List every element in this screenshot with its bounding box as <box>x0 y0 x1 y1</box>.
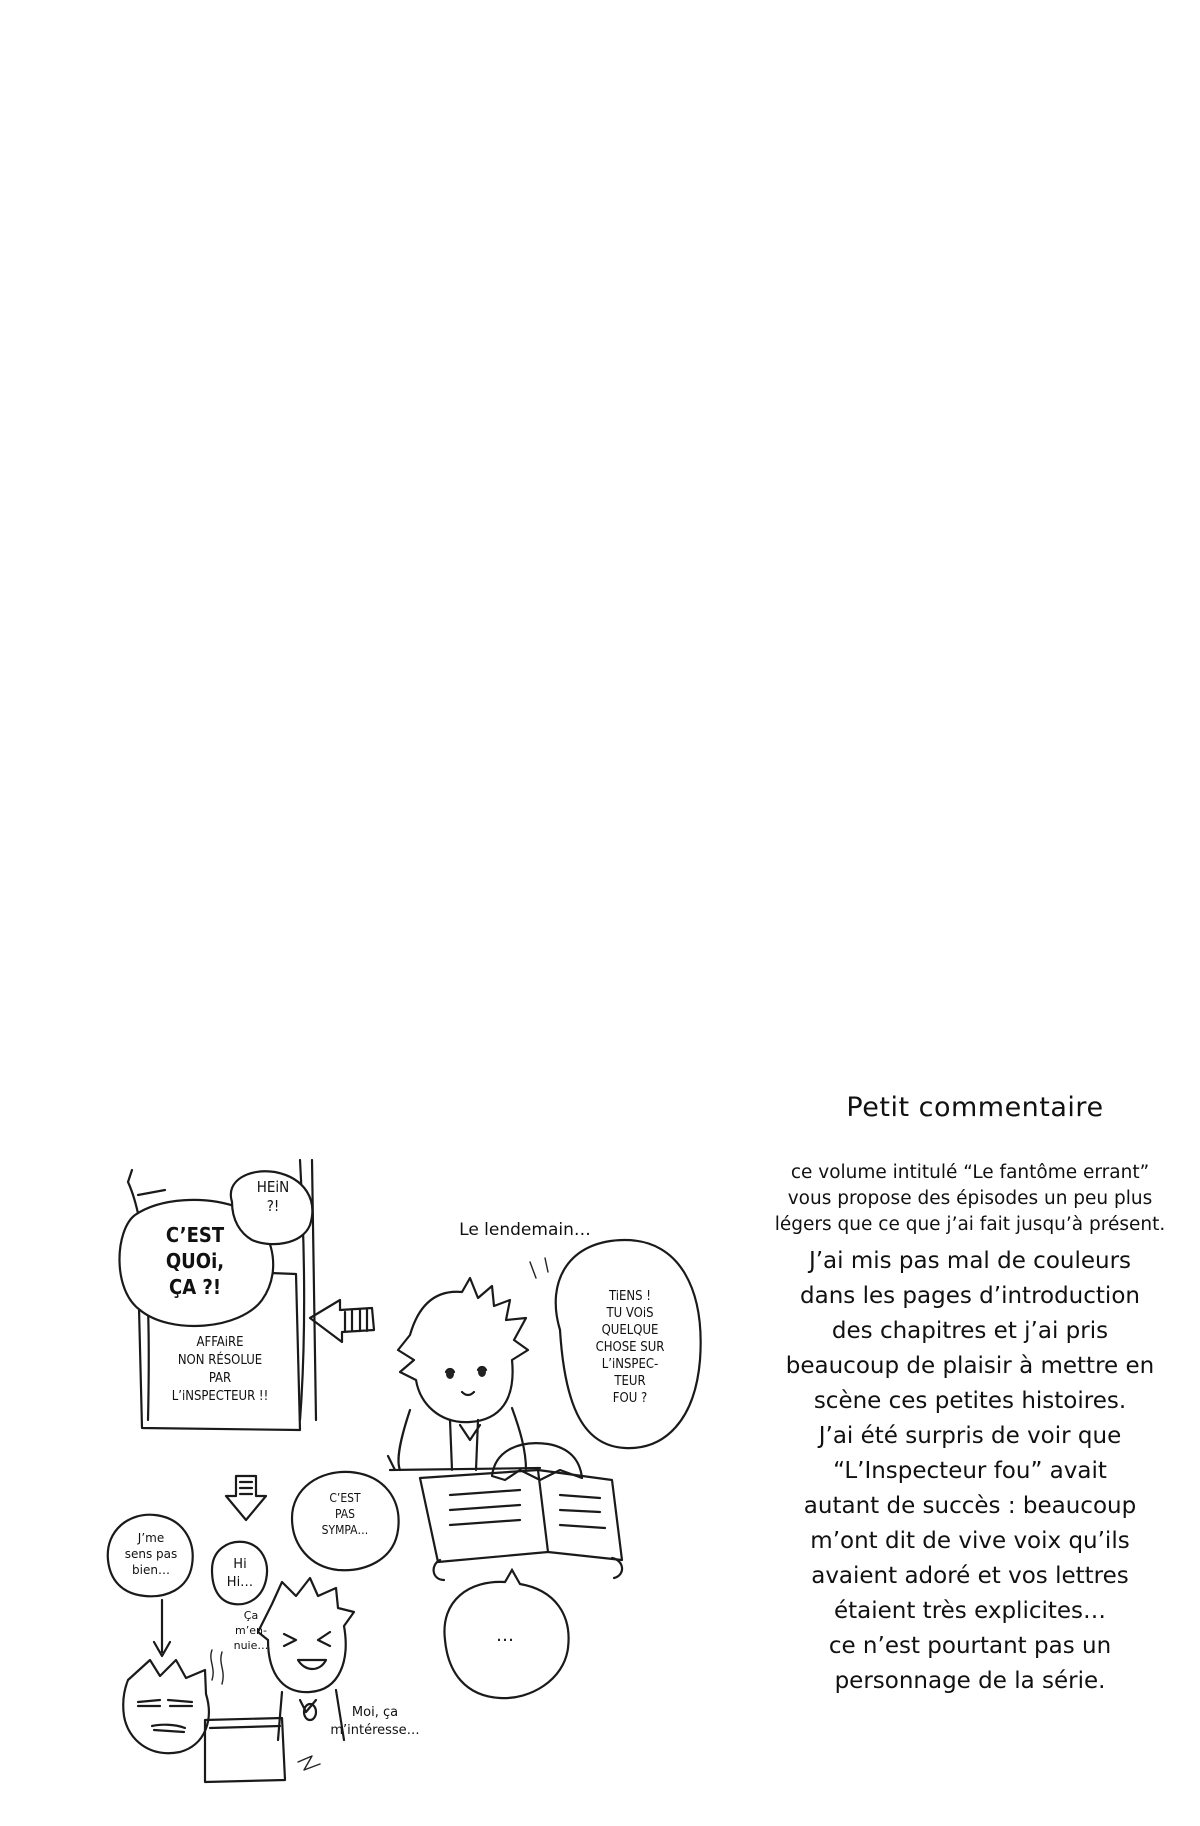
bubble-hein-text: HEiN ?! <box>256 1178 290 1215</box>
sick-boy-head <box>123 1660 209 1753</box>
arrow-left-icon <box>310 1300 374 1342</box>
comment-line: des chapitres et j’ai pris <box>831 1318 1109 1344</box>
comment-line: beaucoup de plaisir à mettre en <box>785 1353 1155 1379</box>
comment-line: m’ont dit de vive voix qu’ils <box>810 1528 1130 1554</box>
bubble-pas-sympa-text: C’EST PAS SYMPA… <box>321 1491 369 1537</box>
sweat-marks <box>530 1258 548 1278</box>
comment-line: ce n’est pourtant pas un <box>828 1633 1112 1659</box>
bubble-tiens-text: TiENS ! TU VOiS QUELQUE CHOSE SUR L’iNSPEC- TEUR FOU ? <box>595 1289 665 1406</box>
comment-body <box>735 1160 1200 1699</box>
comment-title: Petit commentaire <box>846 1092 1104 1123</box>
sick-boy-face <box>138 1700 192 1732</box>
bubble-what-text: C’EST QUOi, ÇA ?! <box>165 1223 225 1299</box>
table-box <box>205 1718 285 1782</box>
bubble-pas-bien-text: J’me sens pas bien… <box>124 1531 178 1577</box>
comment-line: J’ai mis pas mal de couleurs <box>808 1248 1132 1274</box>
bubble-dots-text: … <box>496 1625 514 1646</box>
arrow-small-down <box>154 1600 170 1656</box>
arrow-down-icon <box>226 1476 266 1520</box>
comment-line: légers que ce que j’ai fait jusqu’à présent. <box>774 1214 1166 1235</box>
comment-line: autant de succès : beaucoup <box>803 1493 1137 1519</box>
newspaper <box>420 1470 622 1562</box>
comment-line: étaient très explicites… <box>833 1598 1107 1624</box>
comment-line: J’ai été surpris de voir que <box>818 1423 1122 1449</box>
bubble-interesse-text: Moi, ça m’intéresse… <box>330 1705 420 1738</box>
comment-line: personnage de la série. <box>834 1668 1106 1694</box>
boy-body <box>388 1408 540 1470</box>
bubble-ennuie-text: Ça m’en- nuie… <box>233 1609 269 1652</box>
comment-line: scène ces petites histoires. <box>813 1388 1127 1414</box>
comment-line: avaient adoré et vos lettres <box>811 1563 1129 1589</box>
comment-line: vous propose des épisodes un peu plus <box>787 1188 1153 1209</box>
comment-line: dans les pages d’introduction <box>800 1283 1140 1309</box>
boy-head <box>398 1278 528 1422</box>
next-day-caption: Le lendemain… <box>459 1220 591 1240</box>
poster-text: AFFAiRE NON RÉSOLUE PAR L’iNSPECTEUR !! <box>171 1335 269 1404</box>
comment-line: “L’Inspecteur fou” avait <box>833 1458 1107 1484</box>
bubble-hihi-text: Hi Hi… <box>226 1557 254 1590</box>
laughing-boy-face <box>284 1632 330 1669</box>
comment-line: ce volume intitulé “Le fantôme errant” <box>790 1162 1150 1183</box>
reader-hands <box>434 1558 622 1580</box>
